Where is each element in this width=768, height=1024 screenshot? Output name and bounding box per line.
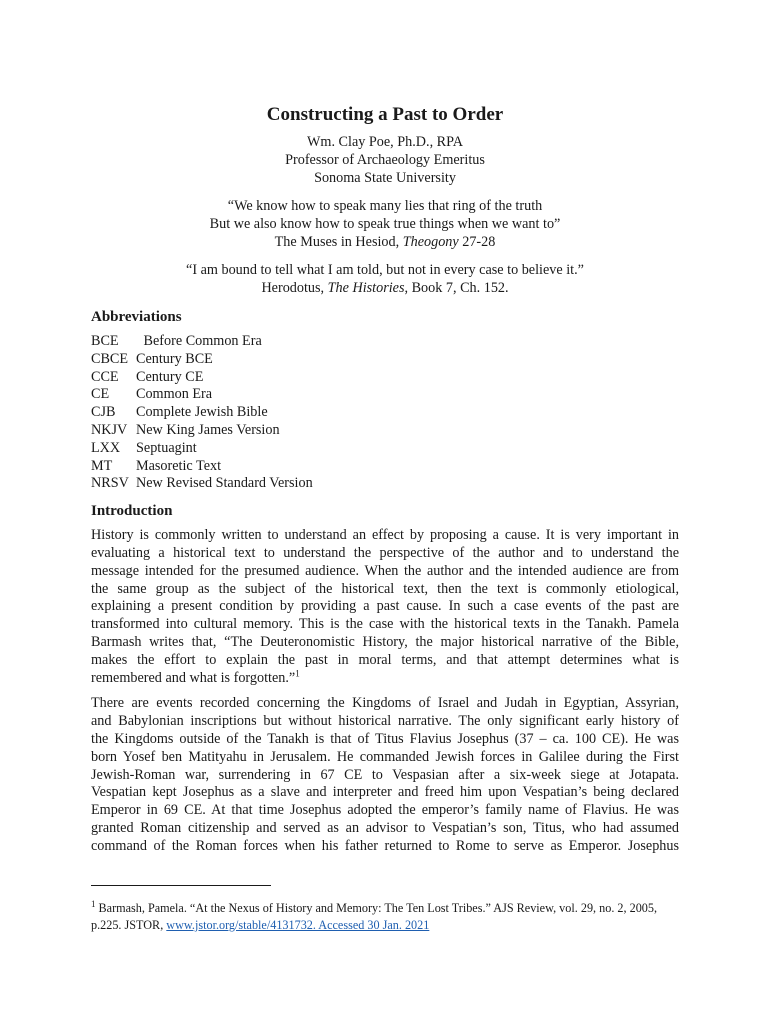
abbreviation-row: BCE Before Common Era <box>91 333 262 349</box>
introduction-paragraph-1: History is commonly written to understand an effect by proposing a cause. It is very important in evaluating a historical text to understand the perspective of the author and to understand the message intended for the presumed audience. When the author and the intended audience are from the same group as the subject of the historical text, then the text is commonly etiological, explaining a present condition by providing a past cause. In such a case events of the past are transformed into cultural memory. This is the case with the historical texts in the Tanakh. Pamela Barmash writes that, “The Deuteronomistic History, the major historical narrative of the Bible, makes the effort to explain the past in moral terms, and that attempt determines what is remembered and what is forgotten.”$^1$ <box>91 527 679 686</box>
abbreviation-row: NKJV New King James Version <box>91 421 280 438</box>
author-block <box>91 133 679 187</box>
footnote-text: p.225. JSTOR, <box>91 918 167 932</box>
introduction-heading: Introduction <box>91 503 173 520</box>
footnote-separator <box>91 885 271 886</box>
footnote-reference[interactable]: 1 <box>295 667 300 678</box>
abbreviation-row: CE Common Era <box>91 386 213 403</box>
abbreviation-row: NRSV New Revised Standard Version <box>91 475 313 492</box>
epigraph-attribution: The Muses in Hesiod, Theogony 27-28 <box>274 234 496 250</box>
epigraph-herodotus <box>91 261 679 297</box>
footnote-marker: 1 <box>91 898 96 909</box>
abbreviations-heading: Abbreviations <box>91 309 182 325</box>
abbreviation-row: CCE Century CE <box>91 368 204 385</box>
author-position: Professor of Archaeology Emeritus <box>285 152 485 168</box>
epigraph-hesiod <box>91 197 679 251</box>
epigraph-line: “I am bound to tell what I am told, but not in every case to believe it.” <box>186 262 584 278</box>
abbreviation-row: CJB Complete Jewish Bible <box>91 404 268 421</box>
abbreviation-row: LXX Septuagint <box>91 439 197 456</box>
epigraph-line: But we also know how to speak true things when we want to” <box>209 216 561 232</box>
abbreviations-list <box>91 333 679 493</box>
author-institution: Sonoma State University <box>314 170 456 186</box>
document-page <box>91 100 679 864</box>
footnote <box>91 900 679 934</box>
author-name: Wm. Clay Poe, Ph.D., RPA <box>307 134 463 150</box>
document-title: Constructing a Past to Order <box>266 104 504 125</box>
epigraph-attribution: Herodotus, The Histories, Book 7, Ch. 152. <box>261 280 509 296</box>
abbreviation-row: CBCE Century BCE <box>91 350 213 367</box>
footnote-text: Barmash, Pamela. “At the Nexus of History and Memory: The Ten Lost Tribes.” AJS Review, vol. 29, no. 2, 2005, <box>95 901 658 915</box>
abbreviation-row: MT Masoretic Text <box>91 457 222 474</box>
epigraph-line: “We know how to speak many lies that ring of the truth <box>227 198 543 214</box>
introduction-paragraph-2: There are events recorded concerning the Kingdoms of Israel and Judah in Egyptian, Assyrian, and Babylonian inscriptions but without historical narrative. The only significant early history of the Kingdoms outside of the Tanakh is that of Titus Flavius Josephus (37 – ca. 100 CE). He was born Yosef ben Matityahu in Jerusalem. He commanded Jewish forces in Galilee during the First Jewish-Roman war, surrendering in 67 CE to Vespasian after a six-week siege at Jotapata. Vespatian kept Josephus as a slave and interpreter and freed him upon Vespatian’s being declared Emperor in 69 CE. At that time Josephus adopted the emperor’s family name of Flavius. He was granted Roman citizenship and served as an advisor to Vespatian’s son, Titus, who had assumed command of the Roman forces when his father returned to Rome to serve as Emperor. Josephus <box>91 695 679 854</box>
footnote-link[interactable]: www.jstor.org/stable/4131732. Accessed 30 Jan. 2021 <box>166 918 430 932</box>
